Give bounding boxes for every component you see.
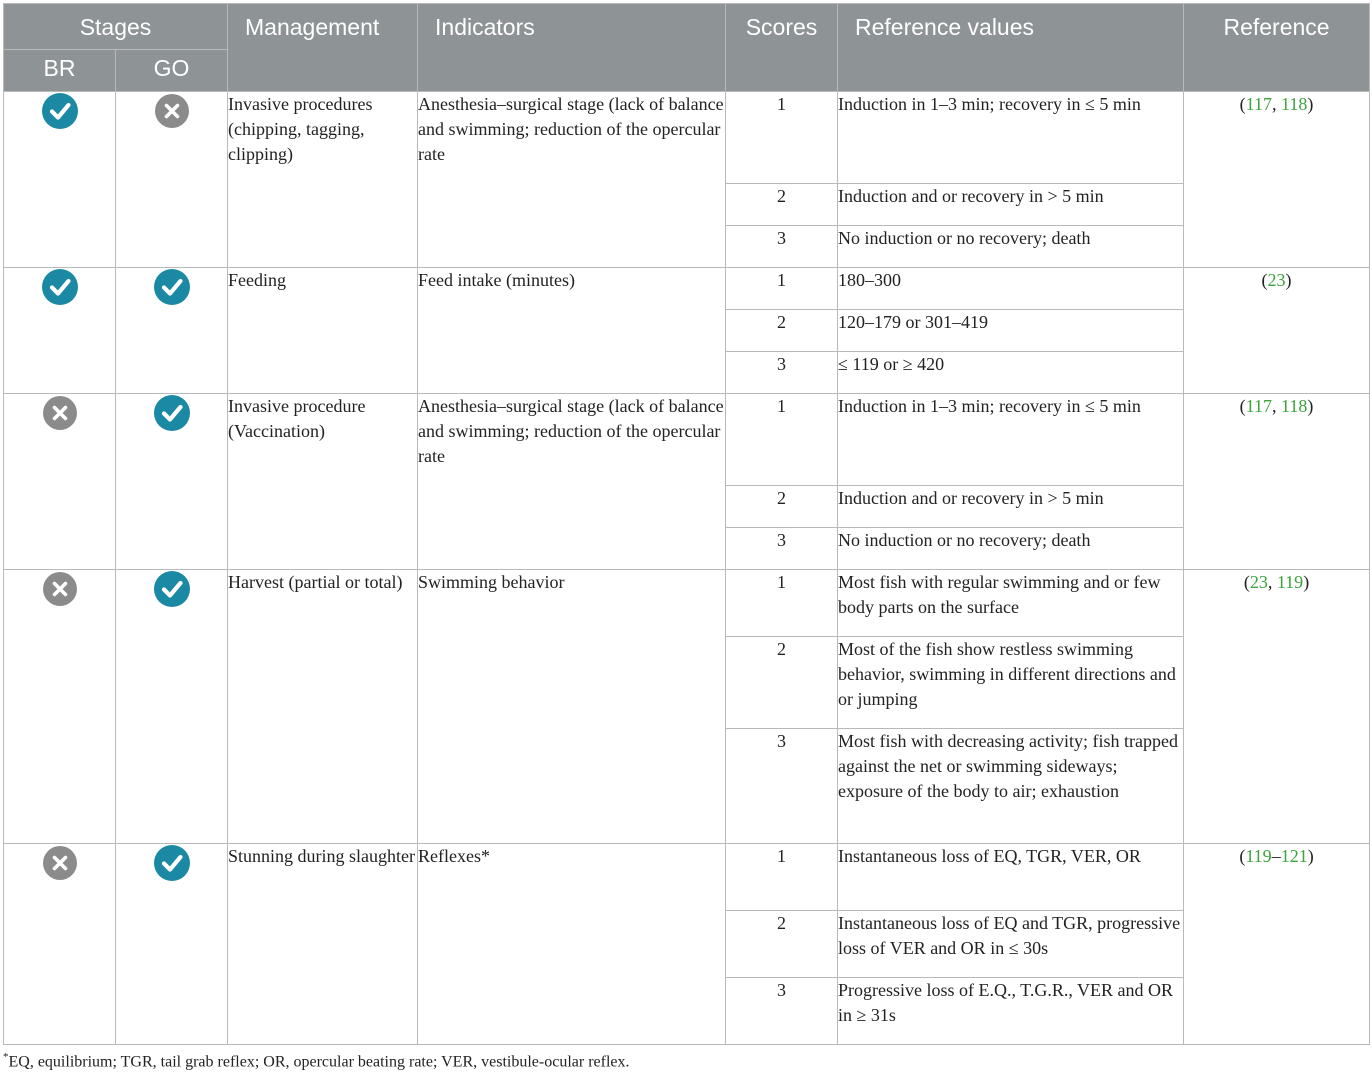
indicator-cell: Anesthesia–surgical stage (lack of balance and swimming; reduction of the opercular rate bbox=[418, 92, 726, 268]
reference-paren-open: ( bbox=[1243, 572, 1250, 592]
reference-citation: 23 bbox=[1267, 270, 1286, 290]
reference-value-cell: Most fish with regular swimming and or few body parts on the surface bbox=[838, 570, 1184, 637]
check-icon bbox=[41, 92, 79, 130]
reference-citation: 23 bbox=[1249, 572, 1268, 592]
go-stage-cell bbox=[116, 844, 228, 1045]
management-cell: Stunning during slaughter bbox=[228, 844, 418, 1045]
table-row bbox=[4, 92, 1370, 184]
header-stages: Stages bbox=[4, 4, 228, 50]
go-stage-cell bbox=[116, 92, 228, 268]
reference-separator: , bbox=[1267, 572, 1277, 592]
check-icon bbox=[153, 268, 191, 306]
reference-citation: 117 bbox=[1245, 396, 1273, 416]
indicator-cell: Feed intake (minutes) bbox=[418, 268, 726, 394]
score-cell: 2 bbox=[726, 486, 838, 528]
table-row bbox=[4, 268, 1370, 310]
score-cell: 1 bbox=[726, 268, 838, 310]
reference-paren-open: ( bbox=[1239, 846, 1246, 866]
go-stage-cell bbox=[116, 268, 228, 394]
reference-cell bbox=[1184, 844, 1370, 1045]
reference-citation: 121 bbox=[1280, 846, 1308, 866]
score-cell: 3 bbox=[726, 226, 838, 268]
check-icon bbox=[153, 844, 191, 882]
reference-value-cell: Progressive loss of E.Q., T.G.R., VER and OR in ≥ 31s bbox=[838, 978, 1184, 1045]
reference-citation: 119 bbox=[1245, 846, 1272, 866]
score-cell: 3 bbox=[726, 978, 838, 1045]
header-reference: Reference bbox=[1184, 4, 1370, 92]
management-cell: Harvest (partial or total) bbox=[228, 570, 418, 844]
welfare-scoring-table bbox=[3, 3, 1370, 1045]
header-indicators: Indicators bbox=[418, 4, 726, 92]
reference-value-cell: 120–179 or 301–419 bbox=[838, 310, 1184, 352]
management-cell: Invasive procedures (chipping, tagging, clipping) bbox=[228, 92, 418, 268]
reference-value-cell: Induction and or recovery in > 5 min bbox=[838, 486, 1184, 528]
br-stage-cell bbox=[4, 268, 116, 394]
score-cell: 3 bbox=[726, 729, 838, 844]
reference-value-cell: No induction or no recovery; death bbox=[838, 528, 1184, 570]
management-cell: Feeding bbox=[228, 268, 418, 394]
score-cell: 1 bbox=[726, 570, 838, 637]
score-cell: 1 bbox=[726, 394, 838, 486]
check-icon bbox=[41, 268, 79, 306]
score-cell: 2 bbox=[726, 184, 838, 226]
reference-citation: 118 bbox=[1281, 396, 1308, 416]
table-header bbox=[4, 4, 1370, 92]
go-stage-cell bbox=[116, 394, 228, 570]
header-go: GO bbox=[116, 50, 228, 92]
indicator-cell: Anesthesia–surgical stage (lack of balance and swimming; reduction of the opercular rate bbox=[418, 394, 726, 570]
reference-cell bbox=[1184, 570, 1370, 844]
score-cell: 3 bbox=[726, 528, 838, 570]
check-icon bbox=[153, 570, 191, 608]
reference-value-cell: Induction in 1–3 min; recovery in ≤ 5 min bbox=[838, 92, 1184, 184]
indicator-cell: Reflexes* bbox=[418, 844, 726, 1045]
reference-paren-open: ( bbox=[1239, 94, 1246, 114]
reference-value-cell: ≤ 119 or ≥ 420 bbox=[838, 352, 1184, 394]
table-footnote bbox=[3, 1051, 630, 1071]
header-br: BR bbox=[4, 50, 116, 92]
reference-value-cell: Most fish with decreasing activity; fish trapped against the net or swimming sideways; exposure of the body to air; exhaustion bbox=[838, 729, 1184, 844]
reference-paren-open: ( bbox=[1261, 270, 1268, 290]
reference-value-cell: No induction or no recovery; death bbox=[838, 226, 1184, 268]
reference-paren-close: ) bbox=[1307, 396, 1314, 416]
cross-icon bbox=[153, 92, 191, 130]
table-body bbox=[4, 92, 1370, 1045]
reference-paren-close: ) bbox=[1303, 572, 1310, 592]
br-stage-cell bbox=[4, 844, 116, 1045]
reference-cell bbox=[1184, 394, 1370, 570]
reference-citation: 119 bbox=[1276, 572, 1304, 592]
cross-icon bbox=[41, 570, 79, 608]
cross-icon bbox=[41, 394, 79, 432]
management-cell: Invasive procedure (Vaccination) bbox=[228, 394, 418, 570]
reference-citation: 118 bbox=[1281, 94, 1308, 114]
reference-value-cell: 180–300 bbox=[838, 268, 1184, 310]
score-cell: 2 bbox=[726, 310, 838, 352]
go-stage-cell bbox=[116, 570, 228, 844]
indicator-cell: Swimming behavior bbox=[418, 570, 726, 844]
score-cell: 3 bbox=[726, 352, 838, 394]
reference-separator: – bbox=[1271, 846, 1281, 866]
reference-paren-close: ) bbox=[1307, 846, 1314, 866]
reference-citation: 117 bbox=[1245, 94, 1273, 114]
reference-value-cell: Induction and or recovery in > 5 min bbox=[838, 184, 1184, 226]
header-management: Management bbox=[228, 4, 418, 92]
header-scores: Scores bbox=[726, 4, 838, 92]
score-cell: 1 bbox=[726, 92, 838, 184]
table-row bbox=[4, 394, 1370, 486]
br-stage-cell bbox=[4, 570, 116, 844]
score-cell: 2 bbox=[726, 911, 838, 978]
reference-cell bbox=[1184, 92, 1370, 268]
reference-value-cell: Most of the fish show restless swimming behavior, swimming in different directions and or jumping bbox=[838, 637, 1184, 729]
header-reference-values: Reference values bbox=[838, 4, 1184, 92]
score-cell: 1 bbox=[726, 844, 838, 911]
score-cell: 2 bbox=[726, 637, 838, 729]
br-stage-cell bbox=[4, 92, 116, 268]
reference-paren-open: ( bbox=[1239, 396, 1246, 416]
check-icon bbox=[153, 394, 191, 432]
reference-cell bbox=[1184, 268, 1370, 394]
table-row bbox=[4, 844, 1370, 911]
cross-icon bbox=[41, 844, 79, 882]
reference-paren-close: ) bbox=[1285, 270, 1292, 290]
reference-value-cell: Instantaneous loss of EQ and TGR, progressive loss of VER and OR in ≤ 30s bbox=[838, 911, 1184, 978]
reference-paren-close: ) bbox=[1307, 94, 1314, 114]
br-stage-cell bbox=[4, 394, 116, 570]
reference-separator: , bbox=[1272, 94, 1282, 114]
footnote-text: EQ, equilibrium; TGR, tail grab reflex; OR, opercular beating rate; VER, vestibule-ocular reflex. bbox=[8, 1053, 630, 1071]
table-row bbox=[4, 570, 1370, 637]
reference-value-cell: Instantaneous loss of EQ, TGR, VER, OR bbox=[838, 844, 1184, 911]
reference-value-cell: Induction in 1–3 min; recovery in ≤ 5 min bbox=[838, 394, 1184, 486]
reference-separator: , bbox=[1272, 396, 1282, 416]
footnote-mark: * bbox=[3, 1051, 9, 1063]
